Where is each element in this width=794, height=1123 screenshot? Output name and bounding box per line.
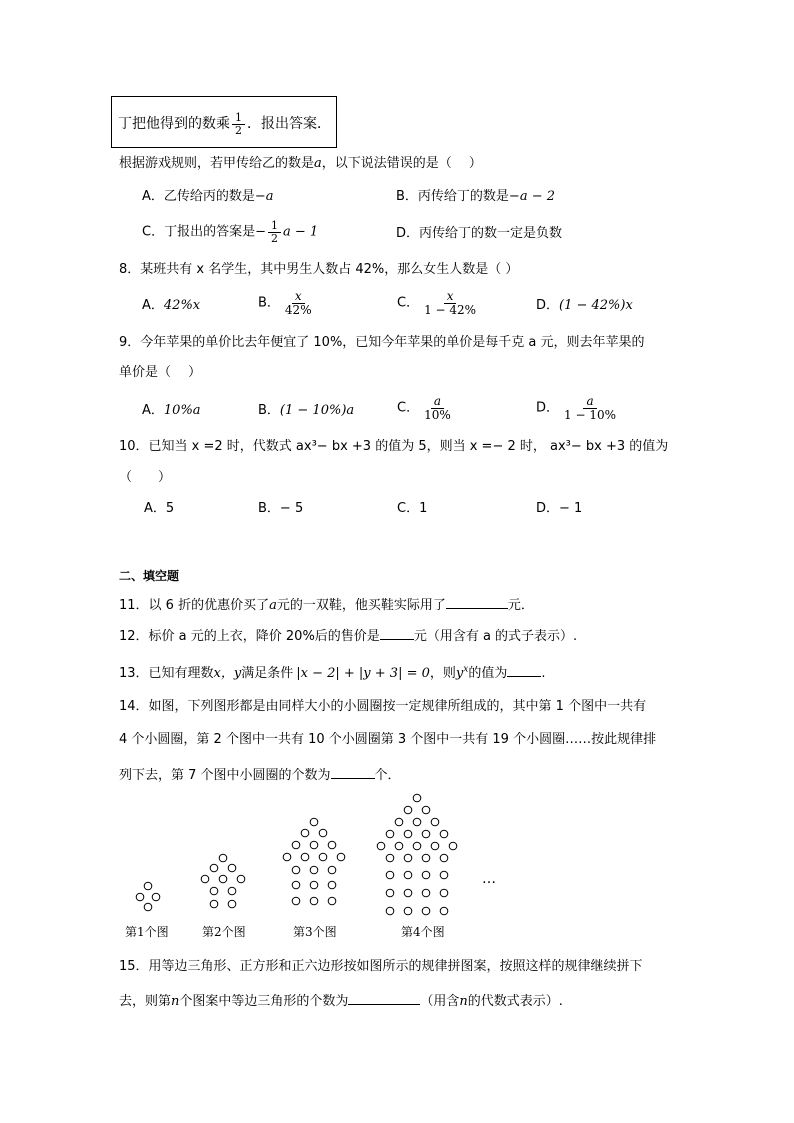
q8-option-d-label: D． — [536, 298, 560, 313]
q7-stem-var: a — [314, 156, 322, 171]
circle — [328, 841, 336, 849]
q7-option-c-sign: − — [255, 224, 266, 240]
circle — [422, 889, 430, 897]
circle — [228, 864, 236, 872]
circle — [292, 866, 300, 874]
circle — [422, 871, 430, 879]
circle — [310, 881, 318, 889]
q8-option-c-num: x — [444, 290, 457, 304]
circle — [292, 881, 300, 889]
figure-1-circles — [136, 882, 160, 911]
figure-3-label: 第3个图 — [293, 925, 337, 939]
q13-power-exp: x — [463, 664, 469, 675]
q15-line2-before: 去，则第 — [119, 994, 172, 1009]
q13-power-base: y — [455, 666, 464, 681]
q7-option-c-den: 2 — [270, 231, 278, 245]
circle — [136, 893, 144, 901]
q13-vars: x，y — [213, 666, 242, 681]
q11-before: 11．以 6 折的优惠价买了 — [119, 598, 270, 613]
circle — [386, 854, 394, 862]
q13-before: 13．已知有理数 — [119, 666, 214, 681]
q10-stem-line2: （ ） — [119, 470, 172, 485]
q7-option-c-label: C．丁报出的答案是 — [142, 224, 256, 240]
q8-option-b-den: 42% — [284, 302, 312, 317]
circle — [210, 864, 218, 872]
q9-option-b-expr: (1 − 10%)a — [279, 403, 355, 418]
q15-line2-after: （用含 — [420, 994, 460, 1009]
figure-2-label: 第2个图 — [202, 925, 246, 939]
circle — [283, 853, 291, 861]
circle — [319, 853, 327, 861]
q9-option-a-label: A． — [142, 403, 164, 418]
circle — [228, 887, 236, 895]
section-title: 二、填空题 — [119, 569, 180, 583]
q14-line1: 14．如图，下列图形都是由同样大小的小圆圈按一定规律所组成的，其中第 1 个图中一共有 — [119, 699, 647, 714]
q11-middle: 元的一双鞋，他买鞋实际用了 — [276, 598, 446, 613]
figure-ellipsis: … — [482, 871, 498, 887]
circle — [219, 875, 227, 883]
circle — [404, 806, 412, 814]
q10-option-a[interactable]: A．5 — [144, 501, 175, 516]
circle — [386, 889, 394, 897]
circle — [337, 853, 345, 861]
q10-option-d[interactable]: D．− 1 — [536, 501, 583, 516]
circle — [219, 854, 227, 862]
circle — [301, 853, 309, 861]
circle — [144, 882, 152, 890]
q9-option-c-num: a — [431, 395, 444, 409]
q10-option-c[interactable]: C．1 — [397, 501, 428, 516]
circle — [237, 875, 245, 883]
circle — [404, 907, 412, 915]
q9-option-c-den: 10% — [424, 407, 451, 422]
circle — [144, 903, 152, 911]
q7-option-b-expr: −a − 2 — [508, 189, 555, 204]
circle — [440, 871, 448, 879]
box-frac-den: 2 — [235, 123, 242, 137]
circle — [413, 818, 421, 826]
q10-option-b[interactable]: B．− 5 — [258, 501, 304, 516]
circle — [328, 866, 336, 874]
q10-stem-line1: 10．已知当 x =2 时，代数式 ax³− bx +3 的值为 5，则当 x =− 2 时， ax³− bx +3 的值为 — [119, 439, 669, 454]
q9-option-c-label: C． — [397, 400, 420, 416]
circle — [440, 854, 448, 862]
circle — [292, 897, 300, 905]
q15-line1: 15．用等边三角形、正方形和正六边形按如图所示的规律拼图案，按照这样的规律继续拼下 — [119, 959, 643, 974]
circle — [431, 842, 439, 850]
circle — [413, 842, 421, 850]
figure-1-label: 第1个图 — [125, 925, 169, 939]
q13-end: . — [541, 666, 546, 681]
q13-then: ，则 — [429, 666, 456, 681]
q9-option-a-expr: 10%a — [163, 403, 201, 418]
q8-option-c-label: C． — [397, 295, 420, 311]
circle — [440, 889, 448, 897]
q8-option-c-den: 1 − 42% — [424, 302, 477, 317]
q11-var: a — [269, 598, 277, 613]
circle — [422, 907, 430, 915]
figure-4-circles — [377, 794, 457, 915]
figure-4-label: 第4个图 — [401, 925, 445, 939]
q8-option-b-label: B． — [258, 295, 280, 311]
circle — [404, 854, 412, 862]
q8-option-a-label: A． — [142, 298, 164, 313]
circle — [386, 907, 394, 915]
q9-option-d-num: a — [583, 395, 596, 409]
circle — [422, 806, 430, 814]
q12-after: 元（用含有 a 的式子表示）. — [413, 629, 578, 644]
circle — [210, 887, 218, 895]
q15-answer-blank[interactable] — [348, 992, 420, 1005]
circle — [377, 842, 385, 850]
box-text-after: ．报出答案． — [247, 116, 331, 133]
circle — [431, 818, 439, 826]
box-text-before: 丁把他得到的数乘 — [118, 116, 230, 133]
circle — [319, 829, 327, 837]
circle — [395, 818, 403, 826]
circle — [292, 841, 300, 849]
q13-after: 的值为 — [468, 666, 508, 681]
q7-stem-after: ，以下说法错误的是（ ） — [321, 156, 482, 171]
q13-condition: |x − 2| + |y + 3| = 0 — [296, 666, 430, 681]
q8-option-d-expr: (1 − 42%)x — [559, 298, 633, 313]
q15-line2-middle: 个图案中等边三角形的个数为 — [179, 994, 349, 1009]
circle — [386, 871, 394, 879]
q7-option-a-label: A．乙传给丙的数是 — [142, 189, 255, 204]
q9-option-b-label: B． — [258, 403, 280, 418]
q7-option-a-expr: −a — [254, 189, 274, 204]
q15-line2-end: 的代数式表示）. — [467, 994, 563, 1009]
q9-option-d-label: D． — [536, 400, 560, 416]
q13-middle: 满足条件 — [241, 666, 294, 681]
q8-option-b-num: x — [292, 290, 305, 304]
circle — [201, 875, 209, 883]
q7-option-c-rest: a − 1 — [282, 224, 319, 240]
q15-var-2: n — [459, 994, 468, 1009]
circle — [210, 900, 218, 908]
circle — [404, 830, 412, 838]
q14-line3-after: 个． — [374, 768, 401, 783]
q14-line2: 4 个小圆圈，第 2 个图中一共有 10 个小圆圈第 3 个图中一共有 19 个小圆圈……按此规律排 — [119, 732, 657, 747]
circle — [440, 907, 448, 915]
q14-line3-before: 列下去，第 7 个图中小圆圈的个数为 — [119, 768, 331, 783]
circle — [386, 830, 394, 838]
circle — [422, 830, 430, 838]
circle — [328, 897, 336, 905]
q7-option-d[interactable]: D．丙传给丁的数一定是负数 — [396, 226, 563, 241]
q15-line2 — [119, 992, 563, 1008]
figure-2-circles — [201, 854, 245, 908]
q7-option-c-num: 1 — [268, 220, 281, 233]
circle — [228, 900, 236, 908]
q12-before: 12．标价 a 元的上衣，降价 20%后的售价是 — [119, 629, 380, 644]
q9-stem-line2: 单价是（ ） — [119, 365, 202, 380]
q9-stem-line1: 9．今年苹果的单价比去年便宜了 10%，已知今年苹果的单价是每千克 a 元，则去年苹果的 — [119, 335, 645, 350]
circle — [395, 842, 403, 850]
q9-option-d-den: 1 − 10% — [564, 407, 617, 422]
circle — [404, 871, 412, 879]
circle — [310, 818, 318, 826]
circle — [404, 889, 412, 897]
q11-after: 元． — [507, 598, 534, 613]
circle — [152, 893, 160, 901]
q7-option-b-label: B．丙传给丁的数是 — [396, 189, 509, 204]
q7-stem-before: 根据游戏规则，若甲传给乙的数是 — [119, 156, 315, 171]
q8-option-a-expr: 42%x — [163, 298, 201, 313]
circle — [301, 829, 309, 837]
q8-stem: 8．某班共有 x 名学生，其中男生人数占 42%，那么女生人数是（ ） — [119, 262, 519, 277]
box-frac-num: 1 — [232, 112, 245, 125]
circle — [328, 881, 336, 889]
circle — [310, 897, 318, 905]
circle — [413, 794, 421, 802]
figure-3-circles — [283, 818, 345, 905]
circle — [440, 830, 448, 838]
circle — [422, 854, 430, 862]
circle — [310, 841, 318, 849]
circle — [310, 866, 318, 874]
q15-var-1: n — [171, 994, 180, 1009]
circle — [449, 842, 457, 850]
